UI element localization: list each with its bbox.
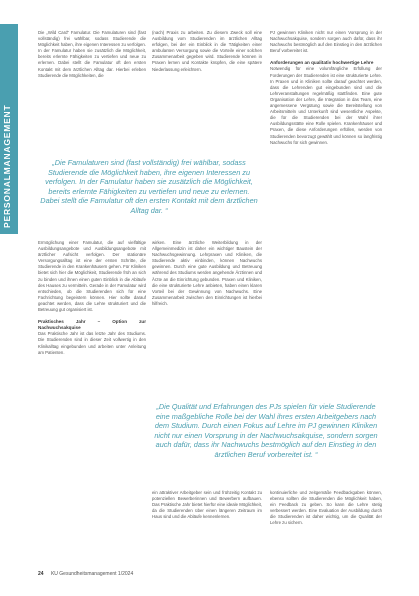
- pull-quote: „Die Qualität und Erfahrungen des PJs spielen für viele Studierende eine maßgebliche Rolle bei der Wahl ihres ersten Arbeitgebers nach dem Studium. Durch einen Fokus auf Lehre im PJ gewinnen Kliniken nicht nur einen Vorsprung in der Nachwuchsakquise, sondern sorgen auch dafür, dass ihr Nachwuchs bestmöglich auf den Einstieg in den ärztlichen Beruf vorbereitet ist. “: [154, 402, 378, 459]
- section-heading: Anforderungen an qualitativ hochwertige Lehre: [270, 60, 374, 66]
- column-1-bottom: [38, 240, 146, 362]
- paragraph: Notwendig für eine volumfängliche Erfüllung der Forderungen der Studierenden ist eine strukturierte Lehre. In Praxen und in Kliniken sollte darauf geachtet werden, dass die Lehrenden gut eingebunden sind und die Lehrveranstaltungen regelmäßig stattfinden. Eine gute Organisation der Lehre, die Integration in das Team, eine angemessene Vergütung sowie die Bereitstellung von Arbeitsmitteln und Unterkunft sind wesentliche Aspekte, die für die Studierenden bei der Wahl ihrer Ausbildungsstätte eine Rolle spielen. Krankenhäuser und Praxen, die diese Anforderungen erfüllen, werden von Studierenden bevorzugt gewählt und können so langfristig Nachwuchs für sich gewinnen.: [270, 66, 382, 145]
- paragraph: Die „Wild Card“ Famulatur. Die Famulaturen sind (fast vollständig) frei wählbar, sodass Studierende die Möglichkeit haben, ihre eigenen Interessen zu verfolgen. In der Famulatur haben sie zusätzlich die Möglichkeit, bereits erlernte Fähigkeiten zu vertiefen und neue zu erlernen. Dabei stellt die Famulatur oft den ersten Kontakt mit dem ärztlichen Alltag dar. Hierbei erleben Studierende die Möglichkeiten, die: [38, 30, 146, 78]
- column-3-top: [270, 30, 382, 152]
- column-2-end: [152, 490, 262, 526]
- paragraph: Das Praktische Jahr ist das letzte Jahr des Studiums. Die Studierenden sind in dieser Zeit vollwertig in den Klinikalltag eingebunden und arbeiten unter Anleitung am Patienten.: [38, 331, 146, 355]
- paragraph: (nach) Praxis zu arbeiten. Zu diesem Zweck soll eine Ausbildung vom Studierenden im ärztlichen Alltag erfolgen, bei der ein Einblick in die Tätigkeiten einer ambulanten Versorgung sowie die Vorteile einer solchen Zusammenarbeit gegeben wird. Studierende können in Praxen lernen und Kontakte knüpfen, die eine spätere Niederlassung erleichtern.: [152, 30, 262, 72]
- paragraph: Ermöglichung einer Famulatur, die auf vielfältige Ausbildungsangebote und Ausbildungsangebote mit ärztlicher Aufsicht verfolgen. Der stationäre Versorgungsalltag ist eine der ersten Schritte, die Studierende in den Krankenhäusern gehen. Für Kliniken bietet sich hier die Möglichkeit, Studierende früh an sich zu binden und ihnen einen guten Einblick in die Abläufe des Hauses zu vermitteln. Gerade in der Famulatur wird entschieden, ob die Studierenden sich für eine Fachrichtung begeistern können. Hier sollte darauf geachtet werden, dass die Lehre strukturiert und die Betreuung gut organisiert ist.: [38, 240, 146, 313]
- paragraph: kontinuierliche und zeitgemäße Feedbackgaben können, ebenso sollten die Studierenden die Möglichkeit haben, ein Feedback zu geben. So kann die Lehre stetig verbessert werden. Eine Evaluation der Ausbildung durch die Studierenden ist daher wichtig, um die Qualität der Lehre zu sichern.: [270, 490, 382, 526]
- paragraph: wirken. Eine ärztliche Weiterbildung in der Allgemeinmedizin ist daher ein wichtiger Baustein der Nachwuchsgewinnung. Lehrpraxen und Kliniken, die Studierende aktiv einbinden, können Nachwuchs gewinnen. Durch eine gute Ausbildung und Betreuung während des Studiums werden angehende Ärztinnen und Ärzte an die Einrichtung gebunden. Praxen und Kliniken, die eine strukturierte Lehre anbieten, haben einen klaren Vorteil bei der Gewinnung von Nachwuchs. Eine Zusammenarbeit zwischen den Einrichtungen ist hierbei hilfreich.: [152, 240, 262, 306]
- page-footer: [38, 571, 133, 577]
- column-2-bottom: [152, 240, 262, 313]
- journal-name: KU Gesundheitsmanagement 1/2024: [50, 571, 134, 577]
- page-number: 24: [38, 571, 44, 577]
- column-2-top: [152, 30, 262, 79]
- section-heading: Praktisches Jahr – Option zur Nachwuchsakquise: [38, 319, 146, 331]
- sidebar: [0, 0, 18, 596]
- paragraph: ein attraktiver Arbeitgeber sein und frühzeitig Kontakt zu potenziellen Bewerberinnen und Bewerbern aufbauen. Das Praktische Jahr bietet hierfür eine ideale Möglichkeit, da die Studierenden über einen längeren Zeitraum im Haus sind und die Abläufe kennenlernen.: [152, 490, 262, 520]
- paragraph: PJ gewinnen Kliniken nicht nur einen Vorsprung in der Nachwuchsakquise, sondern sorgen auch dafür, dass ihr Nachwuchs bestmöglich auf den Einstieg in den ärztlichen Beruf vorbereitet ist.: [270, 30, 382, 54]
- column-1-top: [38, 30, 146, 85]
- pull-quote: „Die Famulaturen sind (fast vollständig) frei wählbar, sodass Studierende die Möglichkeit haben, ihre eigenen Interessen zu verfolgen. In der Famulatur haben sie zusätzlich die Möglichkeit, bereits erlernte Fähigkeiten zu vertiefen und neue zu erlernen. Dabei stellt die Famulatur oft den ersten Kontakt mit dem ärztlichen Alltag dar. “: [40, 158, 258, 215]
- section-label: PERSONALMANAGEMENT: [2, 104, 12, 228]
- column-3-end: [270, 490, 382, 533]
